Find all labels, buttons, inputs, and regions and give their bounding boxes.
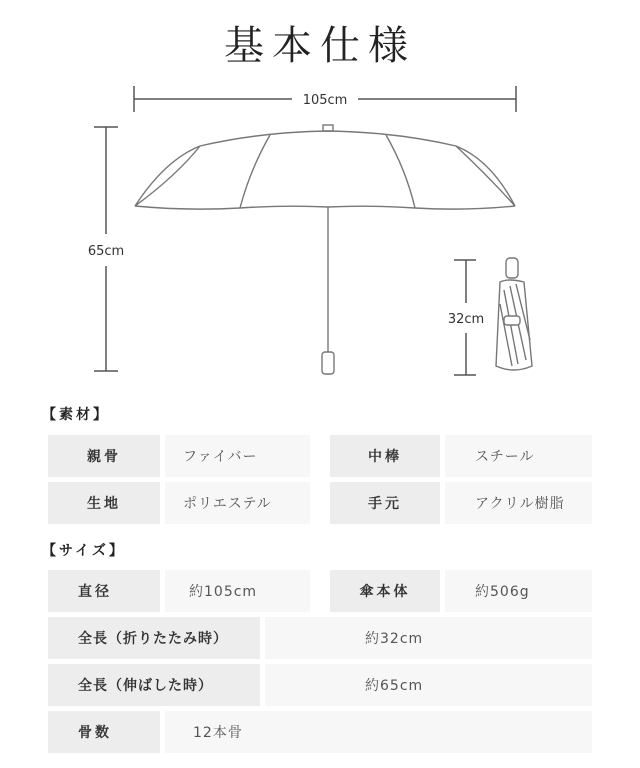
- shaft-material-value: スチール: [445, 435, 592, 477]
- height-label: 65cm: [87, 244, 125, 259]
- folded-height-label: 32cm: [447, 312, 485, 327]
- size-heading: 【サイズ】: [42, 543, 126, 559]
- page-title: 基本仕様: [224, 23, 416, 69]
- weight-label: 傘本体: [330, 570, 440, 612]
- material-heading: 【素材】: [42, 407, 110, 423]
- folded-umbrella-illustration: [496, 258, 532, 370]
- open-length-label: 全長（伸ばした時）: [48, 664, 260, 706]
- weight-value: 約506g: [445, 570, 592, 612]
- rib-count-label: 骨数: [48, 711, 160, 753]
- open-length-value: 約65cm: [265, 664, 592, 706]
- rib-material-value: ファイバー: [165, 435, 310, 477]
- handle-material-value: アクリル樹脂: [445, 482, 592, 524]
- fabric-material-label: 生地: [48, 482, 160, 524]
- rib-count-value: 12本骨: [165, 711, 592, 753]
- handle-material-label: 手元: [330, 482, 440, 524]
- open-umbrella-illustration: [135, 125, 515, 374]
- diameter-label: 直径: [48, 570, 160, 612]
- folded-length-label: 全長（折りたたみ時）: [48, 617, 260, 659]
- shaft-material-label: 中棒: [330, 435, 440, 477]
- rib-material-label: 親骨: [48, 435, 160, 477]
- diameter-value: 約105cm: [165, 570, 310, 612]
- width-label: 105cm: [302, 93, 348, 108]
- fabric-material-value: ポリエステル: [165, 482, 310, 524]
- folded-length-value: 約32cm: [265, 617, 592, 659]
